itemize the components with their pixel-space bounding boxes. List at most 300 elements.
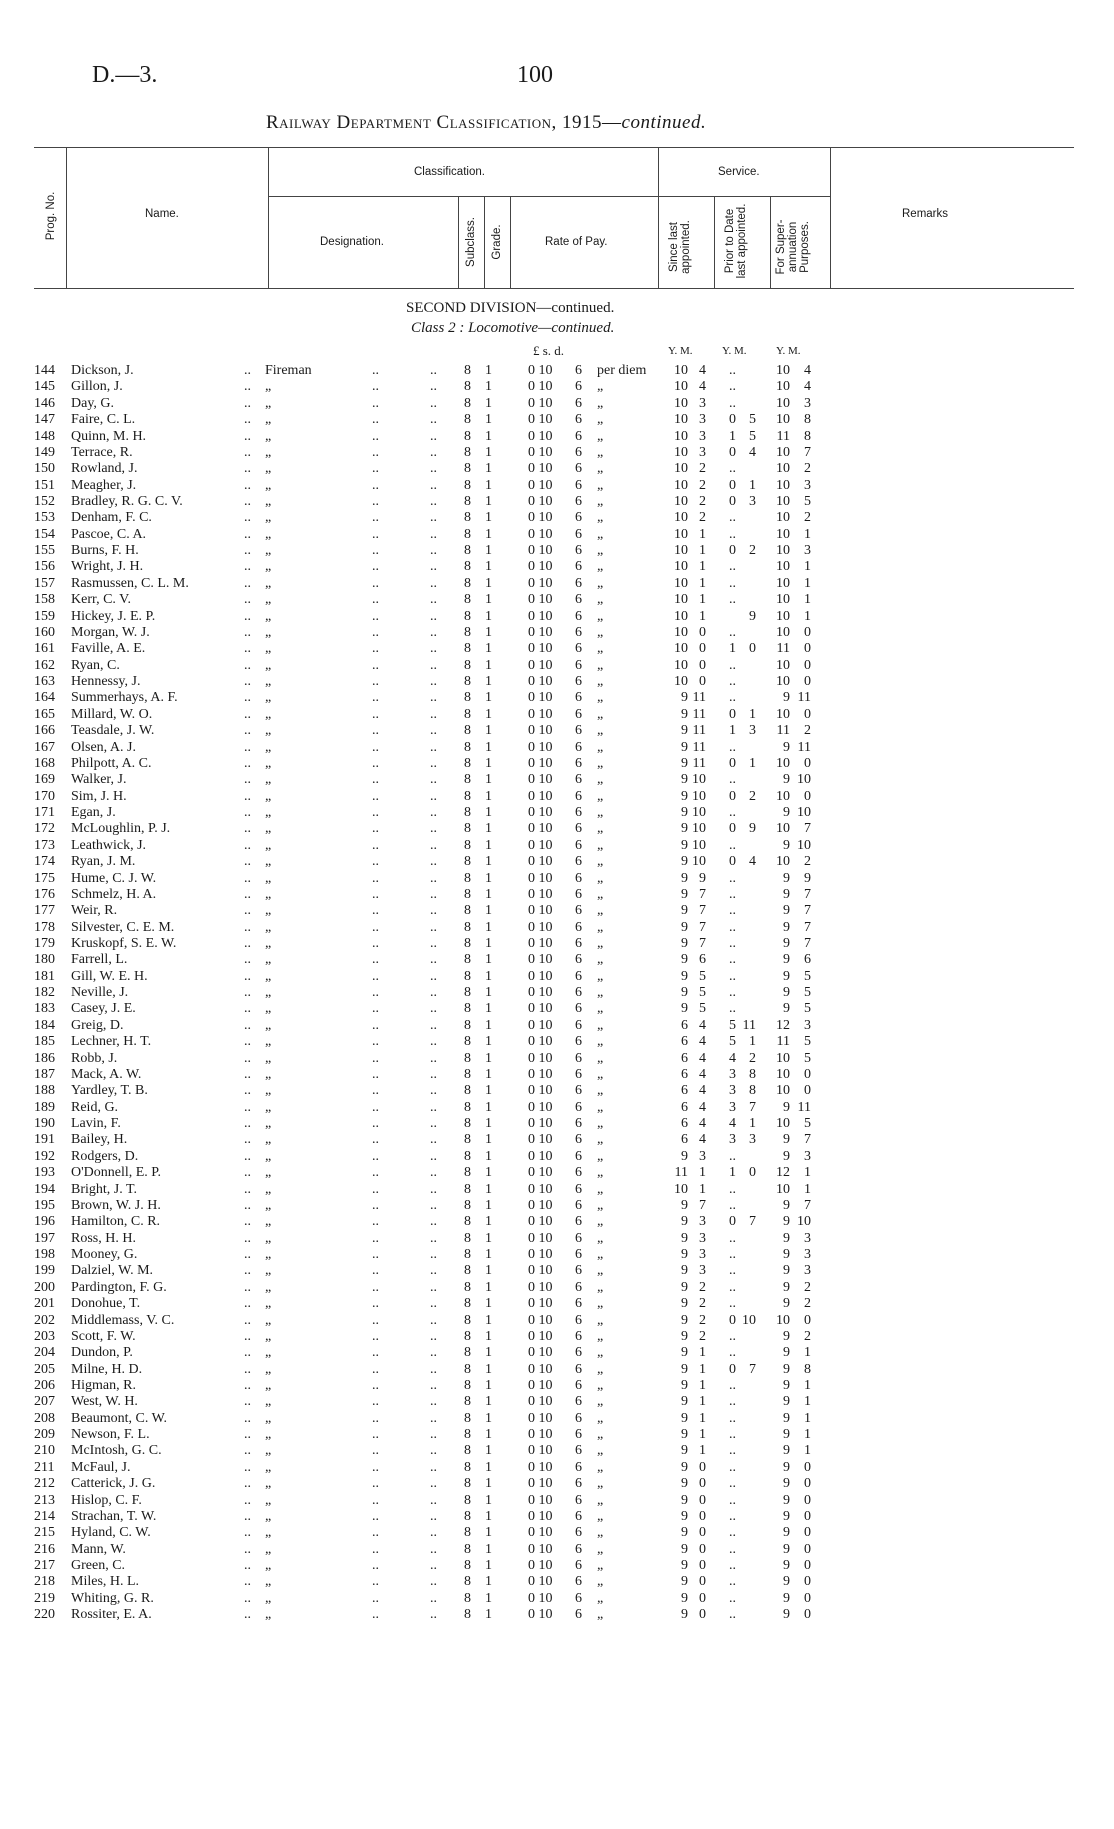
leader-dots: .. <box>430 657 437 673</box>
grade: 1 <box>485 1197 492 1213</box>
leader-dots: .. <box>372 1197 379 1213</box>
designation: „ <box>265 461 272 477</box>
leader-dots: .. <box>244 837 251 853</box>
row-number: 173 <box>34 837 55 853</box>
since-months: 0 <box>699 1476 706 1492</box>
super-months: 0 <box>804 1459 811 1475</box>
page-number: 100 <box>517 62 553 88</box>
grade: 1 <box>485 608 492 624</box>
designation: „ <box>265 1492 272 1508</box>
designation: „ <box>265 1017 272 1033</box>
since-years: 9 <box>681 1541 688 1557</box>
super-years: 9 <box>783 739 790 755</box>
since-years: 9 <box>681 919 688 935</box>
prior-years: 3 <box>729 1083 736 1099</box>
leader-dots: .. <box>372 886 379 902</box>
prior-years: .. <box>729 1394 736 1410</box>
leader-dots: .. <box>430 494 437 509</box>
grade: 1 <box>485 674 492 689</box>
table-row <box>0 1574 1114 1590</box>
leader-dots: .. <box>430 379 437 395</box>
super-years: 9 <box>783 1132 790 1148</box>
pay-period: „ <box>597 919 604 935</box>
table-row <box>0 690 1114 706</box>
subclass: 8 <box>464 428 471 444</box>
row-number: 219 <box>34 1590 55 1606</box>
super-months: 2 <box>804 1279 811 1295</box>
prior-years: 1 <box>729 723 736 739</box>
leader-dots: .. <box>430 739 437 755</box>
row-number: 205 <box>34 1361 55 1377</box>
designation: „ <box>265 592 272 608</box>
pay-pence: 6 <box>575 526 582 542</box>
super-months: 1 <box>804 592 811 608</box>
designation: „ <box>265 788 272 804</box>
pay-pence: 6 <box>575 412 582 428</box>
super-months: 11 <box>797 1099 811 1115</box>
subclass: 8 <box>464 444 471 460</box>
since-years: 9 <box>681 1427 688 1442</box>
subclass: 8 <box>464 1083 471 1099</box>
employee-name: Newson, F. L. <box>71 1427 150 1442</box>
pay-period: „ <box>597 1066 604 1082</box>
pay-period: „ <box>597 854 604 870</box>
leader-dots: .. <box>372 1148 379 1164</box>
prior-months: 1 <box>749 706 756 722</box>
leader-dots: .. <box>244 1116 251 1131</box>
pay-pence: 6 <box>575 1066 582 1082</box>
since-months: 1 <box>699 543 706 559</box>
subclass: 8 <box>464 739 471 755</box>
pay-pence: 6 <box>575 624 582 640</box>
table-row <box>0 1083 1114 1099</box>
super-years: 10 <box>776 461 790 477</box>
leader-dots: .. <box>430 1541 437 1557</box>
table-row <box>0 936 1114 952</box>
since-years: 9 <box>681 755 688 771</box>
prior-months: 7 <box>749 1214 756 1230</box>
designation: „ <box>265 1099 272 1115</box>
subclass: 8 <box>464 968 471 984</box>
pay-pounds-shillings: 0 10 <box>528 1132 553 1148</box>
leader-dots: .. <box>244 1148 251 1164</box>
subclass: 8 <box>464 1328 471 1344</box>
leader-dots: .. <box>372 1361 379 1377</box>
table-row <box>0 707 1114 723</box>
super-months: 3 <box>804 1263 811 1279</box>
employee-name: Summerhays, A. F. <box>71 690 178 706</box>
leader-dots: .. <box>430 854 437 870</box>
since-years: 10 <box>674 543 688 559</box>
pay-period: „ <box>597 1050 604 1066</box>
pay-period: „ <box>597 1296 604 1312</box>
designation: „ <box>265 526 272 542</box>
designation: „ <box>265 919 272 935</box>
row-number: 175 <box>34 870 55 886</box>
since-years: 10 <box>674 379 688 395</box>
leader-dots: .. <box>372 1377 379 1393</box>
employee-name: Schmelz, H. A. <box>71 886 157 902</box>
designation: „ <box>265 1034 272 1050</box>
leader-dots: .. <box>372 1574 379 1590</box>
since-months: 10 <box>692 821 706 837</box>
grade: 1 <box>485 919 492 935</box>
prior-months: 3 <box>749 1132 756 1148</box>
grade: 1 <box>485 1050 492 1066</box>
pay-pence: 6 <box>575 1574 582 1590</box>
table-row <box>0 1165 1114 1181</box>
super-months: 2 <box>804 461 811 477</box>
pay-pence: 6 <box>575 903 582 919</box>
leader-dots: .. <box>430 1296 437 1312</box>
grade: 1 <box>485 755 492 771</box>
table-row <box>0 1198 1114 1214</box>
employee-name: Ross, H. H. <box>71 1230 136 1246</box>
prior-years: .. <box>729 886 736 902</box>
pay-pounds-shillings: 0 10 <box>528 526 553 542</box>
pay-period: „ <box>597 952 604 968</box>
pay-period: „ <box>597 1214 604 1230</box>
leader-dots: .. <box>244 919 251 935</box>
since-months: 1 <box>699 1443 706 1459</box>
super-years: 12 <box>776 1017 790 1033</box>
row-number: 212 <box>34 1476 55 1492</box>
since-months: 2 <box>699 477 706 493</box>
prior-years: .. <box>729 526 736 542</box>
table-row <box>0 1607 1114 1623</box>
pay-pounds-shillings: 0 10 <box>528 1099 553 1115</box>
leader-dots: .. <box>244 1574 251 1590</box>
row-number: 162 <box>34 657 55 673</box>
leader-dots: .. <box>244 805 251 820</box>
table-row <box>0 396 1114 412</box>
leader-dots: .. <box>430 1476 437 1492</box>
since-years: 9 <box>681 1459 688 1475</box>
leader-dots: .. <box>372 1590 379 1606</box>
super-months: 8 <box>804 412 811 428</box>
super-months: 5 <box>804 1116 811 1131</box>
leader-dots: .. <box>372 821 379 837</box>
since-months: 1 <box>699 526 706 542</box>
prior-years: .. <box>729 1279 736 1295</box>
designation: „ <box>265 1247 272 1262</box>
pay-pence: 6 <box>575 837 582 853</box>
table-row <box>0 1067 1114 1083</box>
pay-period: „ <box>597 543 604 559</box>
pay-period: „ <box>597 1263 604 1279</box>
table-row <box>0 740 1114 756</box>
designation: „ <box>265 1345 272 1361</box>
pay-pounds-shillings: 0 10 <box>528 575 553 591</box>
leader-dots: .. <box>372 1050 379 1066</box>
leader-dots: .. <box>430 1590 437 1606</box>
table-row <box>0 543 1114 559</box>
leader-dots: .. <box>244 1214 251 1230</box>
prior-years: .. <box>729 1148 736 1164</box>
pay-pounds-shillings: 0 10 <box>528 1034 553 1050</box>
pay-pence: 6 <box>575 1459 582 1475</box>
employee-name: Sim, J. H. <box>71 788 127 804</box>
pay-pence: 6 <box>575 1607 582 1623</box>
leader-dots: .. <box>244 1492 251 1508</box>
row-number: 194 <box>34 1181 55 1197</box>
super-years: 11 <box>776 428 790 444</box>
grade: 1 <box>485 1083 492 1099</box>
super-months: 2 <box>804 723 811 739</box>
since-months: 3 <box>699 1263 706 1279</box>
prior-years: 1 <box>729 1165 736 1181</box>
table-row <box>0 1001 1114 1017</box>
subclass: 8 <box>464 1263 471 1279</box>
super-months: 8 <box>804 1361 811 1377</box>
super-years: 9 <box>783 1247 790 1262</box>
col-rule <box>830 147 831 288</box>
pay-period: „ <box>597 788 604 804</box>
prior-years: 0 <box>729 706 736 722</box>
since-years: 9 <box>681 1361 688 1377</box>
pay-pounds-shillings: 0 10 <box>528 1230 553 1246</box>
row-number: 157 <box>34 575 55 591</box>
designation: „ <box>265 444 272 460</box>
since-years: 9 <box>681 706 688 722</box>
row-number: 156 <box>34 559 55 575</box>
since-years: 10 <box>674 428 688 444</box>
subclass: 8 <box>464 395 471 411</box>
super-months: 2 <box>804 510 811 526</box>
leader-dots: .. <box>372 543 379 559</box>
since-months: 1 <box>699 1427 706 1442</box>
super-months: 0 <box>804 1476 811 1492</box>
since-months: 0 <box>699 1590 706 1606</box>
leader-dots: .. <box>372 575 379 591</box>
leader-dots: .. <box>372 1328 379 1344</box>
employee-name: Teasdale, J. W. <box>71 723 155 739</box>
leader-dots: .. <box>244 526 251 542</box>
subclass: 8 <box>464 755 471 771</box>
designation: „ <box>265 674 272 689</box>
pay-pounds-shillings: 0 10 <box>528 772 553 788</box>
leader-dots: .. <box>430 870 437 886</box>
grade: 1 <box>485 1312 492 1328</box>
pay-pence: 6 <box>575 1017 582 1033</box>
pay-period: „ <box>597 723 604 739</box>
designation: „ <box>265 1066 272 1082</box>
prior-months: 11 <box>742 1017 756 1033</box>
super-years: 9 <box>783 903 790 919</box>
super-months: 1 <box>804 608 811 624</box>
header-subclass: Subclass. <box>465 217 477 267</box>
since-months: 3 <box>699 444 706 460</box>
since-years: 9 <box>681 1345 688 1361</box>
prior-years: .. <box>729 690 736 706</box>
since-months: 10 <box>692 837 706 853</box>
designation: „ <box>265 952 272 968</box>
leader-dots: .. <box>430 690 437 706</box>
table-row <box>0 1509 1114 1525</box>
leader-dots: .. <box>372 1394 379 1410</box>
employee-name: Catterick, J. G. <box>71 1476 156 1492</box>
since-months: 10 <box>692 854 706 870</box>
since-months: 3 <box>699 1247 706 1262</box>
designation: „ <box>265 1590 272 1606</box>
employee-name: Gill, W. E. H. <box>71 968 148 984</box>
employee-name: Hamilton, C. R. <box>71 1214 161 1230</box>
employee-name: Hislop, C. F. <box>71 1492 142 1508</box>
pay-pence: 6 <box>575 674 582 689</box>
leader-dots: .. <box>244 641 251 657</box>
grade: 1 <box>485 379 492 395</box>
prior-years: .. <box>729 805 736 820</box>
pay-period: „ <box>597 690 604 706</box>
super-months: 7 <box>804 903 811 919</box>
super-months: 0 <box>804 1574 811 1590</box>
grade: 1 <box>485 723 492 739</box>
leader-dots: .. <box>430 968 437 984</box>
pay-period: „ <box>597 624 604 640</box>
prior-years: .. <box>729 395 736 411</box>
subclass: 8 <box>464 1525 471 1541</box>
since-months: 1 <box>699 559 706 575</box>
since-months: 0 <box>699 1508 706 1524</box>
since-months: 7 <box>699 919 706 935</box>
grade: 1 <box>485 854 492 870</box>
subclass: 8 <box>464 559 471 575</box>
pay-pence: 6 <box>575 1508 582 1524</box>
leader-dots: .. <box>372 854 379 870</box>
employee-name: Silvester, C. E. M. <box>71 919 175 935</box>
pay-period: „ <box>597 395 604 411</box>
leader-dots: .. <box>430 444 437 460</box>
super-years: 10 <box>776 510 790 526</box>
table-row <box>0 1525 1114 1541</box>
prior-months: 1 <box>749 755 756 771</box>
super-years: 10 <box>776 755 790 771</box>
super-months: 0 <box>804 641 811 657</box>
leader-dots: .. <box>372 1410 379 1426</box>
leader-dots: .. <box>244 739 251 755</box>
super-years: 10 <box>776 395 790 411</box>
leader-dots: .. <box>372 870 379 886</box>
since-months: 4 <box>699 1017 706 1033</box>
pay-period: „ <box>597 1394 604 1410</box>
grade: 1 <box>485 575 492 591</box>
employee-name: Greig, D. <box>71 1017 124 1033</box>
super-years: 9 <box>783 772 790 788</box>
prior-years: .. <box>729 1508 736 1524</box>
leader-dots: .. <box>372 1476 379 1492</box>
super-months: 0 <box>804 1492 811 1508</box>
leader-dots: .. <box>372 1247 379 1262</box>
super-months: 1 <box>804 1165 811 1181</box>
super-years: 9 <box>783 886 790 902</box>
since-months: 1 <box>699 592 706 608</box>
super-years: 10 <box>776 1181 790 1197</box>
pay-pence: 6 <box>575 1001 582 1017</box>
leader-dots: .. <box>430 1001 437 1017</box>
pay-period: „ <box>597 379 604 395</box>
table-row <box>0 461 1114 477</box>
subclass: 8 <box>464 461 471 477</box>
since-years: 10 <box>674 477 688 493</box>
since-years: 9 <box>681 788 688 804</box>
since-months: 0 <box>699 1492 706 1508</box>
employee-name: McFaul, J. <box>71 1459 131 1475</box>
prior-years: .. <box>729 1328 736 1344</box>
grade: 1 <box>485 805 492 820</box>
leader-dots: .. <box>244 477 251 493</box>
super-months: 7 <box>804 444 811 460</box>
leader-dots: .. <box>244 1443 251 1459</box>
pay-pounds-shillings: 0 10 <box>528 395 553 411</box>
subclass: 8 <box>464 1590 471 1606</box>
grade: 1 <box>485 772 492 788</box>
since-months: 0 <box>699 1558 706 1573</box>
employee-name: Ryan, J. M. <box>71 854 136 870</box>
leader-dots: .. <box>430 936 437 951</box>
pay-pence: 6 <box>575 1541 582 1557</box>
table-row <box>0 494 1114 510</box>
row-number: 159 <box>34 608 55 624</box>
pay-pence: 6 <box>575 936 582 951</box>
table-row <box>0 1034 1114 1050</box>
designation: „ <box>265 412 272 428</box>
since-years: 9 <box>681 690 688 706</box>
employee-name: Green, C. <box>71 1558 126 1573</box>
subclass: 8 <box>464 526 471 542</box>
leader-dots: .. <box>244 952 251 968</box>
leader-dots: .. <box>372 592 379 608</box>
prior-months: 8 <box>749 1066 756 1082</box>
designation: „ <box>265 690 272 706</box>
leader-dots: .. <box>244 1558 251 1573</box>
designation: „ <box>265 395 272 411</box>
since-years: 10 <box>674 444 688 460</box>
super-months: 1 <box>804 575 811 591</box>
row-number: 198 <box>34 1247 55 1262</box>
pay-pence: 6 <box>575 1492 582 1508</box>
table-row <box>0 429 1114 445</box>
prior-years: 0 <box>729 821 736 837</box>
leader-dots: .. <box>430 985 437 1001</box>
since-months: 11 <box>692 739 706 755</box>
leader-dots: .. <box>244 903 251 919</box>
pay-pounds-shillings: 0 10 <box>528 1279 553 1295</box>
table-row <box>0 510 1114 526</box>
leader-dots: .. <box>430 1459 437 1475</box>
super-years: 10 <box>776 592 790 608</box>
leader-dots: .. <box>372 395 379 411</box>
pay-pence: 6 <box>575 608 582 624</box>
pay-pounds-shillings: 0 10 <box>528 1328 553 1344</box>
pay-pounds-shillings: 0 10 <box>528 1525 553 1541</box>
leader-dots: .. <box>244 1263 251 1279</box>
since-months: 9 <box>699 870 706 886</box>
row-number: 144 <box>34 363 55 378</box>
pay-pounds-shillings: 0 10 <box>528 1197 553 1213</box>
super-years: 9 <box>783 1263 790 1279</box>
leader-dots: .. <box>430 592 437 608</box>
pay-pounds-shillings: 0 10 <box>528 936 553 951</box>
pay-pounds-shillings: 0 10 <box>528 1148 553 1164</box>
leader-dots: .. <box>430 821 437 837</box>
super-years: 11 <box>776 723 790 739</box>
pay-pounds-shillings: 0 10 <box>528 805 553 820</box>
prior-years: 1 <box>729 641 736 657</box>
pay-pounds-shillings: 0 10 <box>528 1508 553 1524</box>
pay-pounds-shillings: 0 10 <box>528 706 553 722</box>
super-months: 3 <box>804 1148 811 1164</box>
designation: „ <box>265 510 272 526</box>
